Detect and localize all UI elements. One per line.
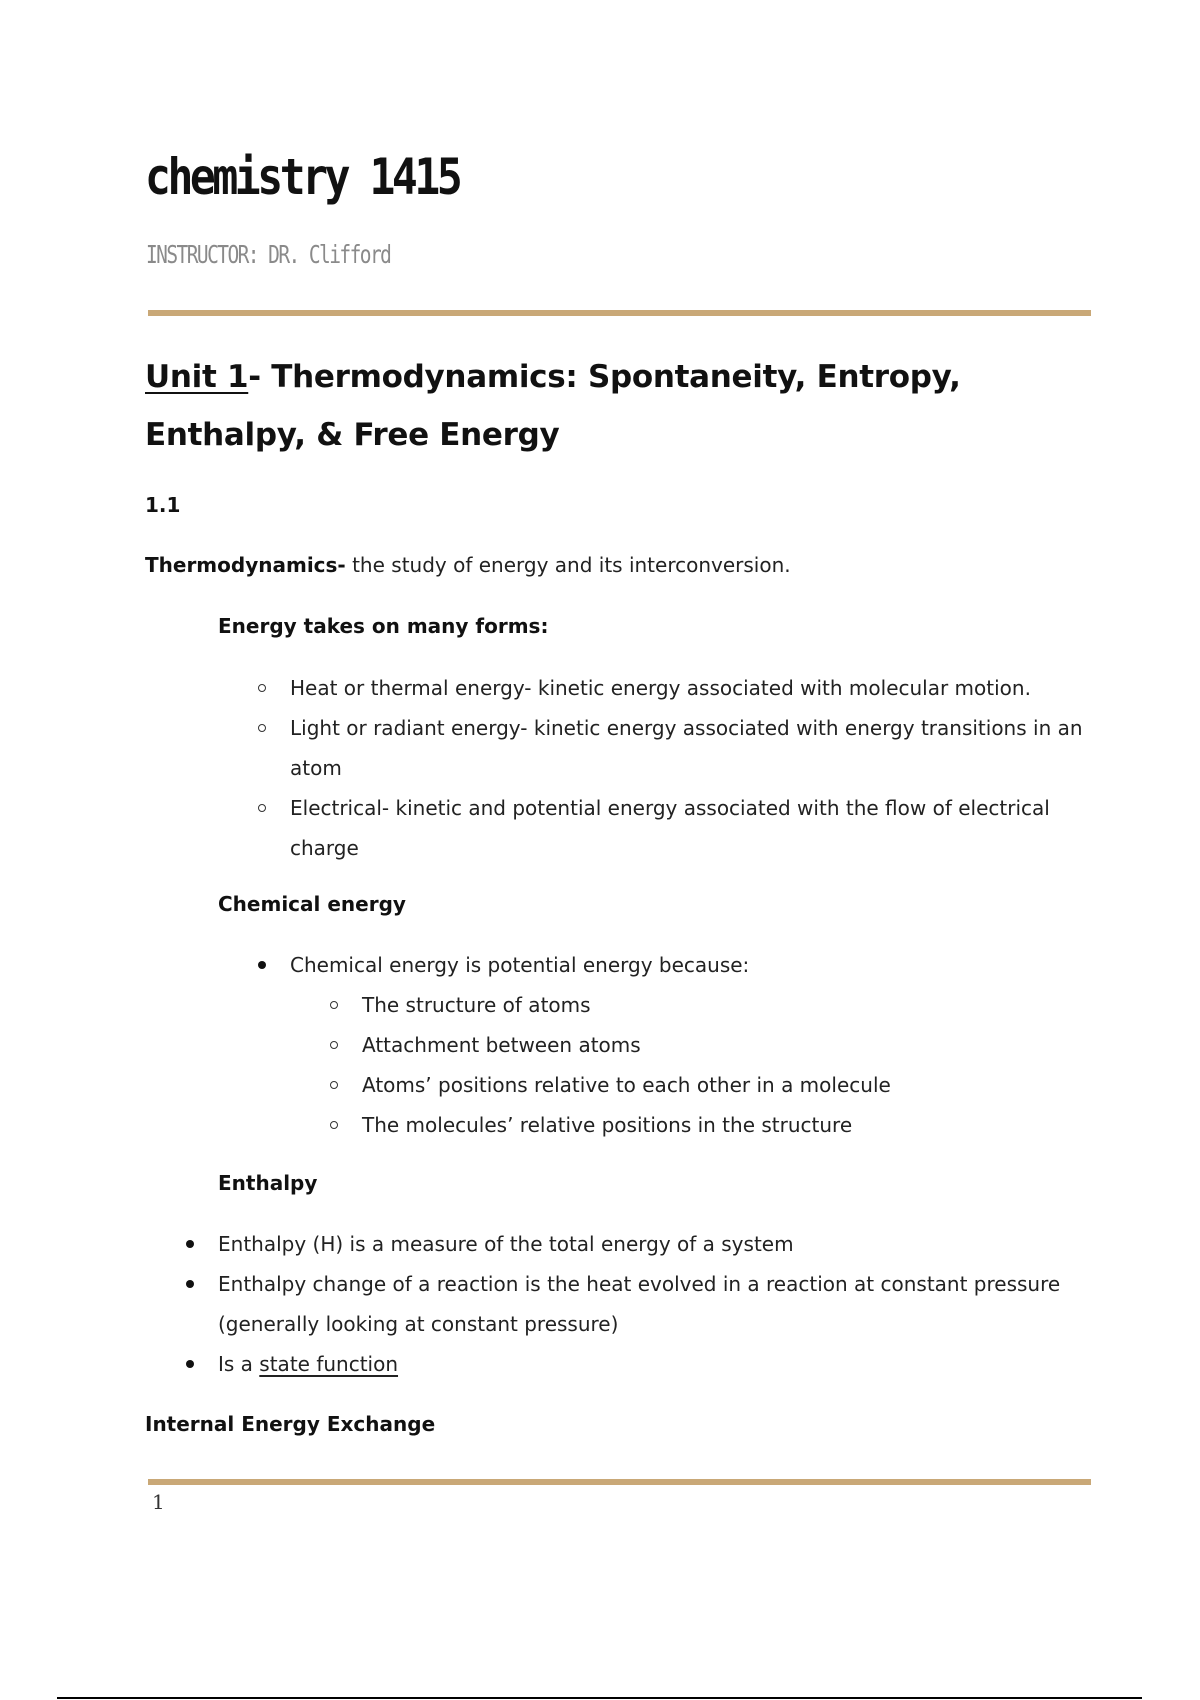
list-item: The molecules’ relative positions in the structure	[362, 1105, 1102, 1145]
list-item: Enthalpy (H) is a measure of the total energy of a system	[218, 1224, 1098, 1264]
energy-forms-heading: Energy takes on many forms:	[218, 614, 549, 638]
state-prefix: Is a	[218, 1352, 260, 1376]
document-title: chemistry 1415	[145, 148, 460, 206]
list-item: Light or radiant energy- kinetic energy associated with energy transitions in an atom	[290, 708, 1100, 788]
list-item: Heat or thermal energy- kinetic energy associated with molecular motion.	[290, 668, 1100, 708]
enthalpy-list	[218, 1224, 1098, 1384]
section-number: 1.1	[145, 493, 181, 517]
energy-forms-list	[290, 668, 1100, 868]
chemical-energy-list	[290, 945, 1100, 985]
list-item: Chemical energy is potential energy because:	[290, 945, 1100, 985]
header-divider	[148, 310, 1091, 316]
page-edge-line	[57, 1697, 1142, 1699]
chemical-energy-heading: Chemical energy	[218, 892, 406, 916]
list-item: Attachment between atoms	[362, 1025, 1102, 1065]
chemical-energy-sublist	[362, 985, 1102, 1145]
list-item: The structure of atoms	[362, 985, 1102, 1025]
unit-label: Unit 1	[145, 359, 249, 395]
state-function-link[interactable]: state function	[259, 1352, 399, 1376]
definition-term: Thermodynamics-	[145, 553, 346, 577]
definition-text: the study of energy and its interconversion.	[345, 553, 791, 577]
list-item	[218, 1344, 1098, 1384]
unit-heading	[145, 348, 1105, 464]
internal-energy-heading: Internal Energy Exchange	[145, 1412, 436, 1436]
list-item: Atoms’ positions relative to each other in a molecule	[362, 1065, 1102, 1105]
unit-title: - Thermodynamics: Spontaneity, Entropy, Enthalpy, & Free Energy	[145, 359, 961, 453]
enthalpy-heading: Enthalpy	[218, 1171, 318, 1195]
list-item: Enthalpy change of a reaction is the heat evolved in a reaction at constant pressure (generally looking at constant pressure)	[218, 1264, 1098, 1344]
list-item: Electrical- kinetic and potential energy associated with the flow of electrical charge	[290, 788, 1100, 868]
definition-thermodynamics	[145, 553, 791, 577]
instructor-line: INSTRUCTOR: DR. Clifford	[146, 240, 391, 269]
footer-divider	[148, 1479, 1091, 1485]
page-number: 1	[152, 1490, 165, 1514]
